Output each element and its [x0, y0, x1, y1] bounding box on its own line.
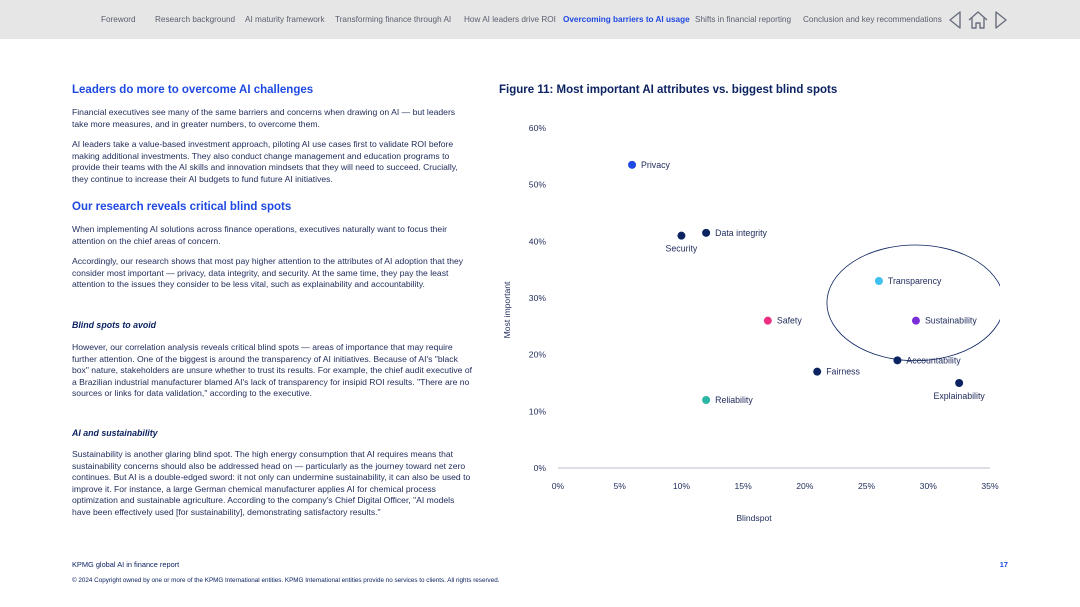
y-tick-label: 20% [528, 349, 546, 360]
data-point [813, 368, 821, 376]
x-tick-label: 25% [857, 481, 876, 491]
y-tick-label: 0% [533, 463, 546, 473]
data-label: Transparency [887, 276, 942, 286]
paragraph-transparency: However, our correlation analysis reveals critical blind spots — areas of importance that may require further attention. One of the biggest is around the transparency of AI initiatives. Because of AI's "black box" nature, stakeholders are unsure whether to trust its results. For example, the chief audit executive of a Brazilian industrial manufacturer blamed AI's lack of transparency for insipid ROI results. "There are no sources or links for data validation," according to the executive. [72, 342, 472, 398]
y-tick-label: 60% [528, 123, 546, 133]
x-axis-title: Blindspot [736, 513, 772, 523]
footer-copyright: © 2024 Copyright owned by one or more of the KPMG International entities. KPMG International entities provide no services to clients. All rights reserved. [72, 577, 500, 584]
nav-item-transforming-finance[interactable]: Transforming finance through AI [335, 15, 452, 24]
data-point [764, 317, 772, 325]
nav-item-conclusion[interactable]: Conclusion and key recommendations [803, 15, 942, 24]
nav-item-overcoming-barriers[interactable]: Overcoming barriers to AI usage [563, 15, 690, 24]
y-tick-label: 30% [528, 293, 546, 303]
data-point [955, 379, 963, 387]
data-point [893, 356, 901, 364]
y-tick-label: 40% [528, 236, 546, 247]
paragraph-leaders-intro: Financial executives see many of the same barriers and concerns when drawing on AI — but leaders take more measures, and in greater numbers, to overcome them. [72, 107, 456, 129]
data-label: Privacy [641, 159, 670, 170]
data-point [702, 396, 710, 404]
x-tick-label: 20% [796, 481, 814, 491]
x-tick-label: 35% [981, 481, 999, 491]
highlight-ellipse [827, 245, 1000, 361]
data-label: Explainability [933, 391, 985, 401]
x-tick-label: 5% [613, 481, 626, 491]
data-label: Safety [776, 315, 802, 326]
nav-item-ai-maturity-framework[interactable]: AI maturity framework [245, 15, 325, 24]
footer-report-title: KPMG global AI in finance report [72, 560, 180, 569]
previous-page-icon[interactable] [947, 10, 963, 30]
subheading-ai-sustainability: AI and sustainability [72, 428, 158, 438]
section-heading-blind-spots: Our research reveals critical blind spots [72, 201, 292, 213]
section-heading-leaders: Leaders do more to overcome AI challenges [72, 84, 314, 96]
data-point [912, 317, 920, 325]
data-point [875, 277, 883, 285]
x-tick-label: 10% [672, 481, 691, 491]
data-point [628, 161, 636, 169]
nav-item-financial-reporting[interactable]: Shifts in financial reporting [695, 15, 792, 24]
paragraph-sustainability: Sustainability is another glaring blind spot. The high energy consumption that AI requires means that sustainability concerns should also be addressed head on — particularly as the journey toward net zero continues. But AI is a double-edged sword: it not only can undermine sustainability, it can also be used to improve it. For instance, a large German chemical manufacturer applies AI for chemical process optimization and sustainable agriculture. According to the company's Chief Digital Officer, "AI models have been effectively used [for sustainability], demonstrating satisfactory results." [72, 449, 471, 517]
data-label: Data integrity [715, 227, 767, 238]
next-page-icon[interactable] [993, 10, 1009, 30]
home-icon[interactable] [967, 10, 989, 30]
x-tick-label: 30% [919, 481, 937, 491]
nav-item-foreword[interactable]: Foreword [101, 15, 136, 24]
subheading-blind-spots-to-avoid: Blind spots to avoid [72, 320, 157, 330]
x-tick-label: 0% [551, 481, 565, 491]
paragraph-leaders-approach: AI leaders take a value-based investment approach, piloting AI use cases first to validate ROI before making additional investments. They also conduct change management and education programs to provide their teams with the AI skills and innovation mindsets that they will need to succeed. Crucially, they continue to increase their AI budgets to fund future AI initiatives. [72, 139, 458, 184]
page-number: 17 [999, 560, 1008, 569]
scatter-chart [490, 110, 1000, 530]
data-label: Fairness [826, 366, 860, 377]
x-tick-label: 15% [734, 481, 752, 491]
y-axis-title: Most important [502, 281, 512, 339]
data-point [702, 229, 710, 237]
y-tick-label: 10% [528, 406, 546, 417]
nav-item-ai-leaders-roi[interactable]: How AI leaders drive ROI [464, 15, 556, 24]
data-label: Reliability [715, 395, 753, 405]
top-navigation [0, 0, 1080, 39]
paragraph-blind-spots-research: Accordingly, our research shows that most pay higher attention to the attributes of AI adoption that they consider most important — privacy, data integrity, and security. At the same time, they pay the least attention to the issues they consider to be less vital, such as explainability and accountability. [72, 256, 464, 289]
data-point [677, 232, 685, 240]
data-label: Sustainability [924, 315, 977, 326]
paragraph-blind-spots-intro: When implementing AI solutions across finance operations, executives naturally want to focus their attention on the chief areas of concern. [72, 224, 447, 246]
y-tick-label: 50% [528, 179, 546, 190]
data-label: Accountability [906, 355, 961, 366]
data-label: Security [665, 243, 698, 254]
nav-item-research-background[interactable]: Research background [155, 15, 236, 24]
figure-title: Figure 11: Most important AI attributes vs. biggest blind spots [499, 84, 838, 96]
